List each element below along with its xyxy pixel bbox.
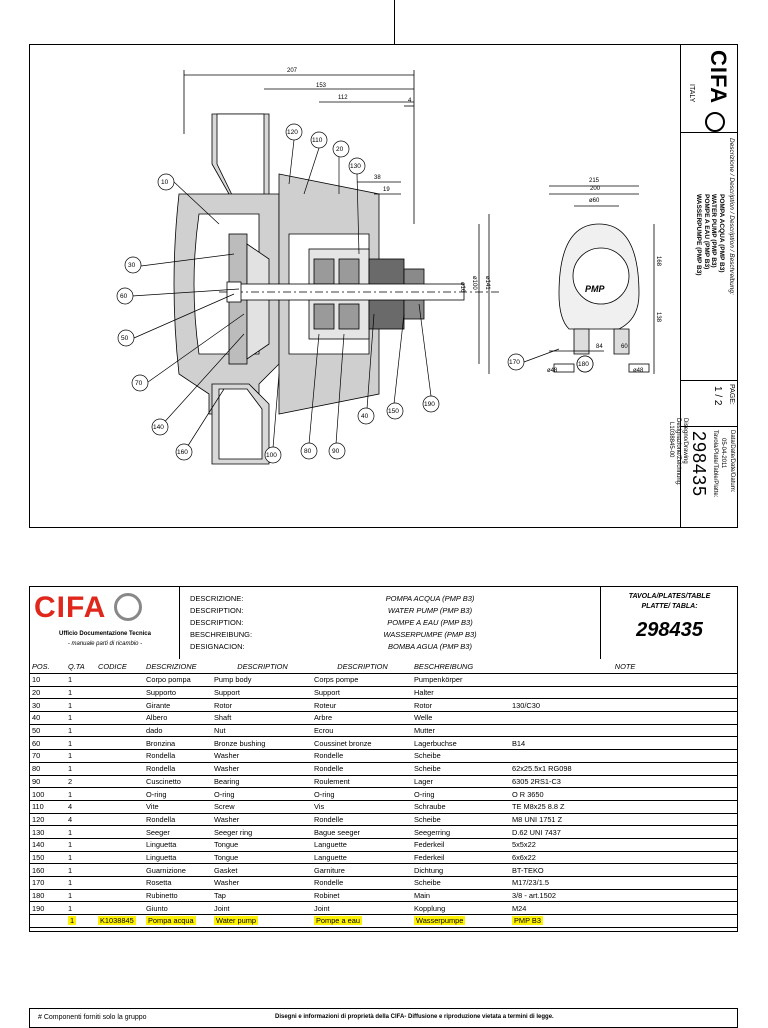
table-cell: 2 [65,775,95,788]
table-cell: Albero [143,712,211,725]
dim-153: 153 [316,83,327,89]
table-cell: Rubinetto [143,889,211,902]
table-cell: Arbre [311,712,411,725]
table-cell: 1 [65,864,95,877]
desc-value-de: WASSERPUMPE (PMP B3) [383,630,477,639]
table-cell [95,889,143,902]
table-cell: 150 [29,851,65,864]
table-cell: Pump body [211,674,311,687]
col-desc-fr: DESCRIPTION [311,660,411,674]
table-cell: Joint [211,902,311,915]
table-cell: Languette [311,838,411,851]
table-cell: Corps pompe [311,674,411,687]
title-strip [668,44,738,528]
table-cell: 170 [29,877,65,890]
parts-body [29,674,738,928]
table-cell: Tongue [211,838,311,851]
table-cell: Seeger ring [211,826,311,839]
table-cell: Vis [311,800,411,813]
table-cell: Languette [311,851,411,864]
table-cell: Supporto [143,686,211,699]
strip-name-de: WASSERPUMPE (PMP B3) [695,194,703,276]
table-cell: Washer [211,813,311,826]
table-cell [95,737,143,750]
table-cell: Rondelle [311,813,411,826]
table-cell: 100 [29,788,65,801]
table-cell: TE M8x25 8.8 Z [509,800,738,813]
table-cell [95,800,143,813]
dim-100: ø100 [471,276,477,290]
table-cell: Joint [311,902,411,915]
dim-4: 4 [408,98,412,104]
svg-text:140: 140 [153,424,164,431]
table-cell: 160 [29,864,65,877]
table-cell: Main [411,889,509,902]
table-row [29,826,738,839]
col-desc-de: BESCHREIBUNG [411,660,509,674]
table-cell: O-ring [211,788,311,801]
table-cell: O-ring [143,788,211,801]
table-cell [95,699,143,712]
svg-text:70: 70 [135,380,143,387]
table-cell: 120 [29,813,65,826]
col-desc-en: DESCRIPTION [211,660,311,674]
table-cell: Lagerbuchse [411,737,509,750]
table-cell: Robinet [311,889,411,902]
table-cell-highlight [211,915,311,928]
desc-value-fr: POMPE A EAU (PMP B3) [387,618,473,627]
table-cell: 50 [29,724,65,737]
table-cell: 1 [65,902,95,915]
table-cell: Shaft [211,712,311,725]
table-cell: Halter [411,686,509,699]
table-cell-highlight [311,915,411,928]
table-cell: Linguetta [143,851,211,864]
table-cell: 1 [65,826,95,839]
strip-name-it: POMPA ACQUA (PMP B3) [718,194,725,273]
dim-16: ø16 [459,282,465,293]
table-cell-highlight [65,915,95,928]
table-cell [95,813,143,826]
table-cell: Rosetta [143,877,211,890]
highlight-text: Water pump [216,916,256,926]
table-cell-highlight [143,915,211,928]
table-cell: Tongue [211,851,311,864]
table-row [29,877,738,890]
date-value: 05-04-2011 [720,438,726,469]
desc-labels [190,593,252,653]
footer-left: # Componenti forniti solo la gruppo [38,1014,147,1021]
callout-190 [419,304,439,412]
dim-138: 138 [655,312,661,323]
desc-label-it: DESCRIZIONE: [190,594,244,603]
svg-text:190: 190 [424,401,435,408]
table-row [29,737,738,750]
table-cell: Rondelle [311,762,411,775]
table-row [29,775,738,788]
dwg-value: L1038845-00 [668,422,674,458]
pmp-label: PMP [585,284,605,294]
table-cell: Bearing [211,775,311,788]
callout-170 [508,349,559,370]
table-cell [509,674,738,687]
table-cell: Federkeil [411,838,509,851]
table-row [29,724,738,737]
svg-text:90: 90 [332,448,340,455]
table-row [29,674,738,687]
table-cell [95,864,143,877]
table-row [29,838,738,851]
table-cell: Cuscinetto [143,775,211,788]
table-row-highlight [29,915,738,928]
table-cell: Seegerring [411,826,509,839]
dim-168: 168 [655,256,661,267]
dim-141: ø141 [484,276,490,290]
dim-112: 112 [338,95,348,101]
table-cell: Nut [211,724,311,737]
table-cell: Scheibe [411,877,509,890]
table-label-2: PLATTE/ TABLA: [641,603,698,610]
table-cell: Scheibe [411,813,509,826]
table-cell: dado [143,724,211,737]
dim-60: ø60 [589,198,600,204]
table-cell: 20 [29,686,65,699]
col-desc-it: DESCRIZIONE [143,660,211,674]
table-cell: Rondella [143,762,211,775]
col-note: NOTE [509,660,738,674]
plate-value: 298435 [689,431,709,498]
highlight-text: Pompa acqua [148,916,194,926]
desc-values [330,593,530,653]
table-cell [95,838,143,851]
table-cell: Dichtung [411,864,509,877]
table-cell: 40 [29,712,65,725]
table-cell [95,788,143,801]
table-cell: Lager [411,775,509,788]
table-cell: Rondelle [311,877,411,890]
table-cell: Federkeil [411,851,509,864]
table-cell: 1 [65,889,95,902]
table-row [29,800,738,813]
table-cell: M8 UNI 1751 Z [509,813,738,826]
dim-84: 84 [596,344,603,350]
table-cell [95,851,143,864]
table-cell [95,724,143,737]
table-cell: Washer [211,762,311,775]
svg-text:20: 20 [336,146,344,153]
table-cell: 1 [65,838,95,851]
callout-120 [286,124,302,184]
table-row [29,699,738,712]
highlight-text: PMP B3 [514,916,541,926]
table-cell [95,674,143,687]
table-cell: 90 [29,775,65,788]
cifa-emblem-icon [705,112,725,132]
svg-text:160: 160 [177,449,188,456]
table-cell: Welle [411,712,509,725]
parts-table [29,660,738,928]
dwg-label: Disegno/Drawing [682,418,688,464]
table-cell: 1 [65,674,95,687]
strip-logo: CIFA [705,50,731,132]
strip-divider-3 [681,426,738,427]
strip-divider-1 [681,132,738,133]
table-cell: 1 [65,712,95,725]
table-cell: 140 [29,838,65,851]
table-cell: Rotor [211,699,311,712]
table-row [29,889,738,902]
table-cell-highlight [95,915,143,928]
table-cell: Schraube [411,800,509,813]
table-cell: 10 [29,674,65,687]
table-cell [509,724,738,737]
table-cell: 6305 2RS1-C3 [509,775,738,788]
dim-200: 200 [590,186,601,192]
highlight-text: 1 [70,916,75,926]
date-label: Data/Date/Date/Datum: [729,430,735,493]
table-cell: 130 [29,826,65,839]
table-cell: 1 [65,686,95,699]
dim-38: 38 [374,175,381,181]
table-cell: Linguetta [143,838,211,851]
table-cell: M24 [509,902,738,915]
table-cell: Girante [143,699,211,712]
table-cell: Pumpenkörper [411,674,509,687]
table-cell: Kopplung [411,902,509,915]
sheet-divider-v1 [179,586,180,659]
table-cell: Rondella [143,750,211,763]
table-cell: Ecrou [311,724,411,737]
table-cell: Rondella [143,813,211,826]
plate-label: Tavola/Plate/Table/Platte: [712,430,718,498]
table-cell: 70 [29,750,65,763]
table-cell [95,877,143,890]
table-cell [95,826,143,839]
table-row [29,851,738,864]
strip-country: ITALY [688,84,695,103]
table-cell: Bague seeger [311,826,411,839]
table-cell: 1 [65,762,95,775]
sheet-logo [34,593,142,623]
table-cell [95,902,143,915]
table-cell: Scheibe [411,762,509,775]
table-cell: Vite [143,800,211,813]
svg-text:40: 40 [361,413,369,420]
table-cell [95,775,143,788]
table-cell [95,750,143,763]
table-cell: Rotor [411,699,509,712]
dept-line1: Ufficio Documentazione Tecnica [59,631,151,637]
cifa-logo-text: CIFA [34,591,107,624]
highlight-text: K1038845 [100,916,134,926]
svg-text:10: 10 [161,179,169,186]
cifa-emblem-icon [114,593,142,621]
table-cell: O-ring [311,788,411,801]
table-cell-highlight [411,915,509,928]
table-cell-highlight [509,915,738,928]
table-cell: O-ring [411,788,509,801]
table-cell: 180 [29,889,65,902]
svg-text:60: 60 [120,293,128,300]
table-cell [29,915,65,928]
dim-48a: ø48 [547,368,558,374]
table-cell: 190 [29,902,65,915]
strip-name-fr: POMPE A EAU (PMP B3) [703,194,710,270]
dim-19: 19 [383,187,390,193]
table-row [29,902,738,915]
table-cell [509,712,738,725]
desc-value-en: WATER PUMP (PMP B3) [387,606,473,615]
col-code: CODICE [95,660,143,674]
table-cell: Tap [211,889,311,902]
strip-name-en: WATER PUMP (PMP B3) [710,194,718,268]
table-cell: 1 [65,877,95,890]
pump-section-drawing [29,44,680,528]
table-cell: 30 [29,699,65,712]
dim-60b: 60 [621,344,628,350]
table-cell: 1 [65,788,95,801]
svg-text:30: 30 [128,262,136,269]
table-cell: 5x5x22 [509,838,738,851]
table-cell: Gasket [211,864,311,877]
table-number: 298435 [636,619,703,641]
table-cell: Washer [211,750,311,763]
table-row [29,686,738,699]
dept-line2: - manuale parti di ricambio - [67,641,143,647]
table-cell: Mutter [411,724,509,737]
table-cell: 1 [65,724,95,737]
desc-label-en: DESCRIPTION: [190,606,244,615]
table-cell: Support [311,686,411,699]
svg-text:100: 100 [266,452,277,459]
table-cell [509,686,738,699]
table-cell: 60 [29,737,65,750]
table-cell: 4 [65,813,95,826]
table-cell: M17/23/1.5 [509,877,738,890]
table-cell: 1 [65,750,95,763]
strip-names [695,194,725,276]
footer-center: Disegni e informazioni di proprietà della CIFA- Diffusione e riproduzione vietata a termini di legge. [275,1014,554,1020]
table-cell: 130/C30 [509,699,738,712]
table-cell: Seeger [143,826,211,839]
table-cell: 4 [65,800,95,813]
table-cell: 62x25.5x1 RG098 [509,762,738,775]
table-cell [95,686,143,699]
table-cell: D.62 UNI 7437 [509,826,738,839]
table-cell: Washer [211,877,311,890]
desc-label-fr: DESCRIPTION: [190,618,244,627]
svg-text:50: 50 [121,335,129,342]
desc-value-es: BOMBA AGUA (PMP B3) [388,642,472,651]
table-cell [509,750,738,763]
col-pos: POS. [29,660,65,674]
table-cell: BT-TEKO [509,864,738,877]
dim-48b: ø48 [633,368,644,374]
strip-divider-2 [681,380,738,381]
svg-text:80: 80 [304,448,312,455]
callout-150 [387,314,404,419]
highlight-text: Pompe a eau [316,916,360,926]
table-cell: 1 [65,737,95,750]
table-cell: 1 [65,851,95,864]
table-cell: 110 [29,800,65,813]
table-cell: Roteur [311,699,411,712]
table-label: TAVOLA/PLATES/TABLE [628,593,711,600]
center-mark [394,0,395,44]
table-cell: Corpo pompa [143,674,211,687]
strip-title: Descrizione / Description / Description / Beschreibung: [728,138,735,295]
table-cell: Support [211,686,311,699]
table-cell [95,762,143,775]
table-row [29,864,738,877]
desc-label-es: DESIGNACION: [190,642,245,651]
table-cell: Rondelle [311,750,411,763]
table-cell: Roulement [311,775,411,788]
table-row [29,712,738,725]
table-cell [95,712,143,725]
table-cell: Bronzina [143,737,211,750]
sheet-footer [29,1008,738,1028]
dim-207: 207 [287,68,298,74]
table-cell: 6x6x22 [509,851,738,864]
table-cell: 3/8 - art.1502 [509,889,738,902]
svg-text:170: 170 [509,359,520,366]
callout-180 [577,356,593,372]
parts-header-row [29,660,738,674]
desc-value-it: POMPA ACQUA (PMP B3) [385,594,475,603]
svg-text:120: 120 [287,129,298,136]
dwg-sub: Designazione/Zeichnung: [675,418,681,486]
svg-text:130: 130 [350,163,361,170]
table-cell: O R 3650 [509,788,738,801]
svg-text:110: 110 [312,137,323,144]
table-cell: Coussinet bronze [311,737,411,750]
col-qty: Q.TA [65,660,95,674]
page-label: PAGE: [728,384,735,405]
table-cell: B14 [509,737,738,750]
table-row [29,813,738,826]
table-cell: Guarnizione [143,864,211,877]
table-row [29,762,738,775]
table-row [29,788,738,801]
svg-text:150: 150 [388,408,399,415]
table-cell: Giunto [143,902,211,915]
table-cell: Screw [211,800,311,813]
table-cell: Garniture [311,864,411,877]
table-cell: 80 [29,762,65,775]
table-row [29,750,738,763]
highlight-text: Wasserpumpe [416,916,464,926]
table-cell: Bronze bushing [211,737,311,750]
desc-label-de: BESCHREIBUNG: [190,630,253,639]
dim-215: 215 [589,178,600,184]
page-value: 1 / 2 [712,386,723,406]
table-cell: 1 [65,699,95,712]
svg-text:180: 180 [578,361,589,368]
table-cell: Scheibe [411,750,509,763]
